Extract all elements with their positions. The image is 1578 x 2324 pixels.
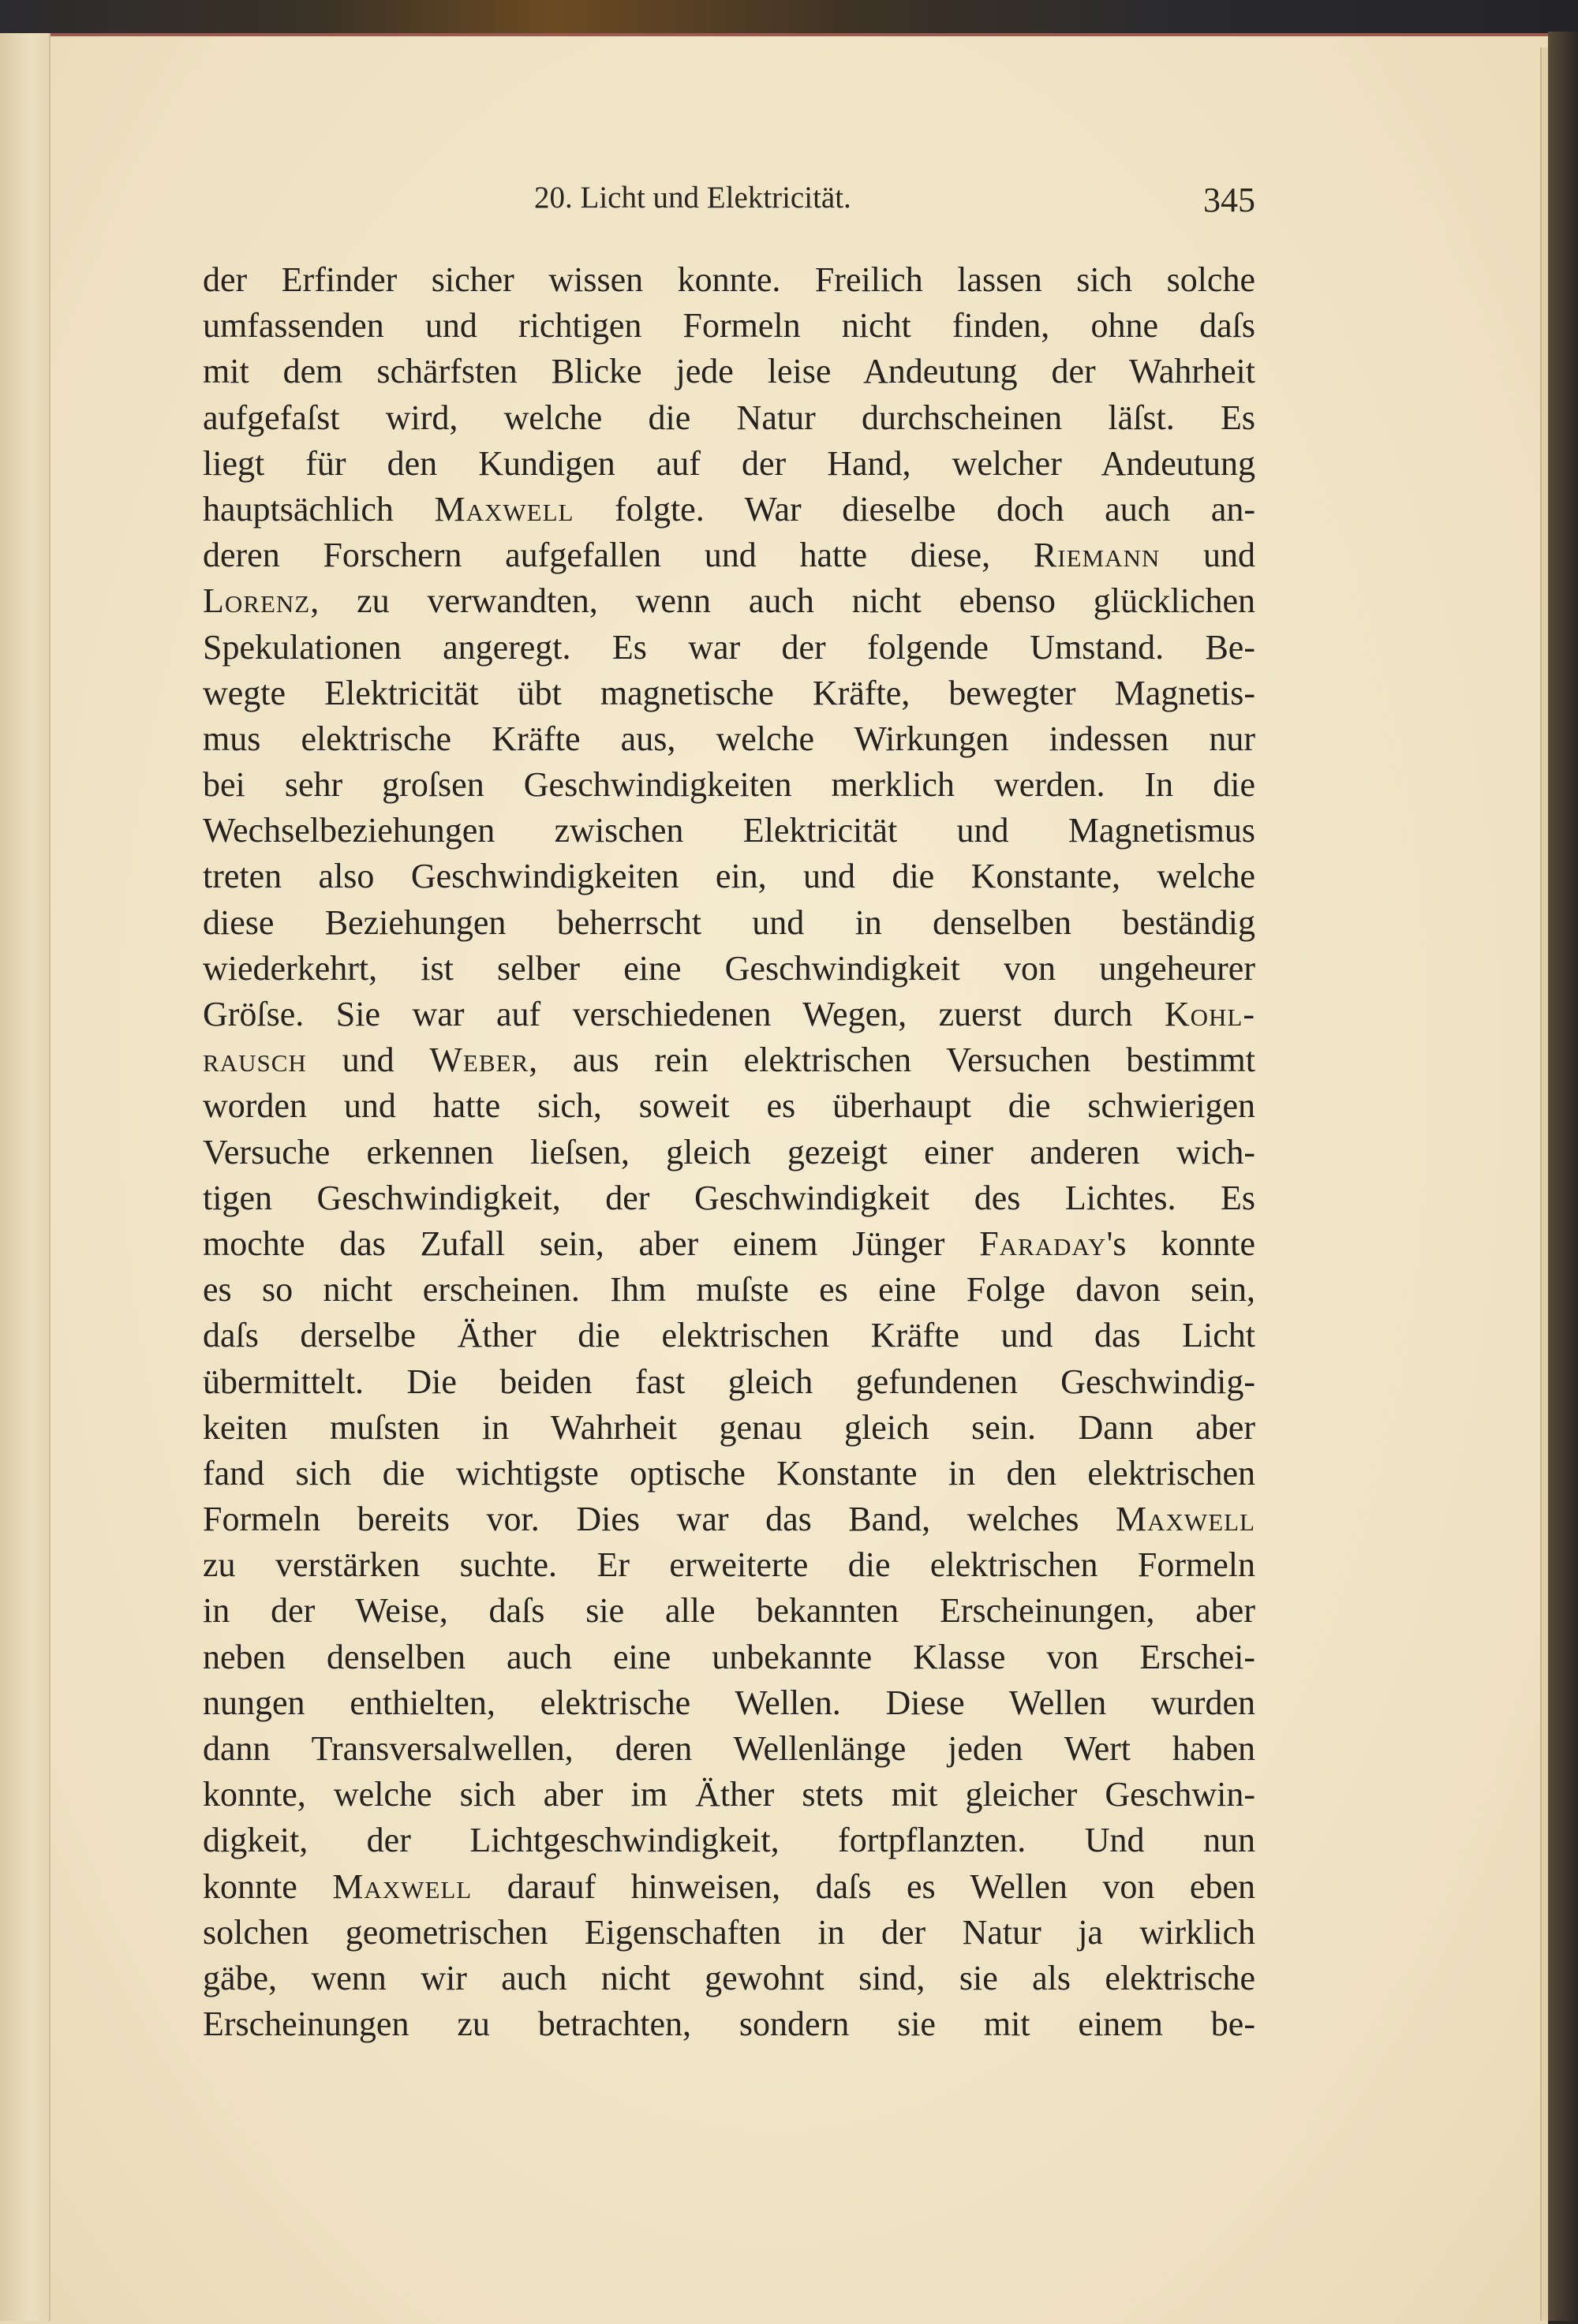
text-segment: zu verstärken suchte. Er erweiterte die elektrischen Formeln xyxy=(203,1545,1255,1585)
text-line xyxy=(203,671,1255,716)
text-line xyxy=(203,1772,1255,1818)
body-text xyxy=(203,257,1255,2047)
small-caps-name: Riemann xyxy=(1033,536,1161,575)
text-line xyxy=(203,1818,1255,1863)
small-caps-name: Faraday xyxy=(979,1224,1107,1263)
text-segment: gäbe, wenn wir auch nicht gewohnt sind, sie als elektrische xyxy=(203,1958,1255,1997)
small-caps-name: Maxwell xyxy=(1116,1500,1255,1539)
text-line xyxy=(203,1175,1255,1221)
text-line xyxy=(203,1864,1255,1910)
text-segment: daſs derselbe Äther die elektrischen Kräfte und das Licht xyxy=(203,1316,1255,1355)
previous-page-edge xyxy=(0,33,50,2321)
text-line xyxy=(203,1313,1255,1358)
text-line xyxy=(203,1130,1255,1175)
text-line xyxy=(203,1405,1255,1451)
text-line xyxy=(203,1680,1255,1726)
text-segment: digkeit, der Lichtgeschwindigkeit, fortpflanzten. Und nun xyxy=(203,1821,1255,1860)
text-line xyxy=(203,257,1255,303)
text-segment: folgte. War dieselbe doch auch an- xyxy=(574,489,1255,529)
text-line xyxy=(203,1037,1255,1083)
text-segment: wiederkehrt, ist selber eine Geschwindigkeit von ungeheurer xyxy=(203,948,1255,988)
text-segment: Gröſse. Sie war auf verschiedenen Wegen, zuerst durch xyxy=(203,995,1165,1033)
text-line xyxy=(203,992,1255,1037)
text-segment: bei sehr groſsen Geschwindigkeiten merklich werden. In die xyxy=(203,765,1255,805)
small-caps-name: Maxwell xyxy=(332,1866,473,1906)
text-segment: Erscheinungen zu betrachten, sondern sie mit einem be- xyxy=(203,2005,1255,2044)
text-segment: solchen geometrischen Eigenschaften in der Natur ja wirklich xyxy=(203,1912,1255,1952)
text-segment: 's konnte xyxy=(1106,1224,1255,1263)
text-line xyxy=(203,395,1255,441)
text-segment: konnte xyxy=(203,1866,333,1906)
text-line xyxy=(203,900,1255,946)
text-line xyxy=(203,349,1255,394)
text-segment: aufgefaſst wird, welche die Natur durchscheinen läſst. Es xyxy=(203,398,1255,437)
text-line xyxy=(203,625,1255,671)
text-segment: Formeln bereits vor. Dies war das Band, welches xyxy=(203,1500,1116,1539)
text-segment: und xyxy=(306,1041,430,1080)
text-line xyxy=(203,1083,1255,1129)
page-number: 345 xyxy=(1203,181,1255,219)
text-segment: hauptsächlich xyxy=(203,489,435,529)
small-caps-name: rausch xyxy=(203,1041,307,1080)
text-segment: tigen Geschwindigkeit, der Geschwindigkeit des Lichtes. Es xyxy=(203,1178,1255,1217)
text-line xyxy=(203,1635,1255,1680)
text-segment: diese Beziehungen beherrscht und in denselben beständig xyxy=(203,902,1255,942)
book-cover-edge xyxy=(1548,32,1578,2321)
small-caps-name: Lorenz xyxy=(203,581,311,621)
small-caps-name: Weber xyxy=(429,1041,529,1080)
text-segment: es so nicht erscheinen. Ihm muſste es eine Folge davon sein, xyxy=(203,1270,1255,1310)
text-segment: und xyxy=(1160,536,1256,575)
text-line xyxy=(203,762,1255,808)
text-segment: mit dem schärfsten Blicke jede leise Andeutung der Wahrheit xyxy=(203,352,1255,391)
text-segment: der Erfinder sicher wissen konnte. Freilich lassen sich solche xyxy=(203,260,1255,299)
text-line xyxy=(203,303,1255,349)
text-line xyxy=(203,946,1255,992)
text-line xyxy=(203,2001,1255,2047)
text-segment: keiten muſsten in Wahrheit genau gleich sein. Dann aber xyxy=(203,1407,1255,1447)
text-segment: Versuche erkennen lieſsen, gleich gezeigt einer anderen wich- xyxy=(203,1132,1255,1171)
text-segment: fand sich die wichtigste optische Konstante in den elektrischen xyxy=(203,1453,1255,1493)
text-segment: darauf hinweisen, daſs es Wellen von eben xyxy=(472,1866,1255,1906)
text-line xyxy=(203,1267,1255,1313)
text-segment: treten also Geschwindigkeiten ein, und die Konstante, welche xyxy=(203,857,1255,896)
text-segment: mochte das Zufall sein, aber einem Jünger xyxy=(203,1224,980,1263)
small-caps-name: Maxwell xyxy=(434,489,574,529)
text-segment: mus elektrische Kräfte aus, welche Wirkungen indessen nur xyxy=(203,719,1255,758)
text-segment: deren Forschern aufgefallen und hatte diese, xyxy=(203,536,1034,575)
text-line xyxy=(203,441,1255,487)
text-segment: nungen enthielten, elektrische Wellen. Diese Wellen wurden xyxy=(203,1683,1255,1722)
text-line xyxy=(203,532,1255,578)
text-line xyxy=(203,1956,1255,2001)
text-segment: , aus rein elektrischen Versuchen bestimmt xyxy=(529,1041,1256,1080)
text-line xyxy=(203,487,1255,532)
text-line xyxy=(203,1359,1255,1405)
text-line xyxy=(203,716,1255,762)
text-segment: , zu verwandten, wenn auch nicht ebenso glücklichen xyxy=(310,581,1255,621)
text-segment: konnte, welche sich aber im Äther stets mit gleicher Geschwin- xyxy=(203,1775,1255,1814)
text-segment: in der Weise, daſs sie alle bekannten Erscheinungen, aber xyxy=(203,1591,1255,1631)
text-line xyxy=(203,854,1255,899)
text-segment: wegte Elektricität übt magnetische Kräfte, bewegter Magnetis- xyxy=(203,673,1255,712)
text-segment: dann Transversalwellen, deren Wellenlänge jeden Wert haben xyxy=(203,1729,1255,1768)
text-segment: umfassenden und richtigen Formeln nicht finden, ohne daſs xyxy=(203,306,1255,346)
text-line xyxy=(203,1910,1255,1956)
text-segment: liegt für den Kundigen auf der Hand, welcher Andeutung xyxy=(203,443,1255,483)
text-line xyxy=(203,1588,1255,1634)
running-header xyxy=(203,180,1255,224)
text-line xyxy=(203,578,1255,624)
text-segment: worden und hatte sich, soweit es überhaupt die schwierigen xyxy=(203,1086,1255,1126)
running-title: 20. Licht und Elektricität. xyxy=(534,181,851,215)
text-line xyxy=(203,1451,1255,1496)
text-segment: Wechselbeziehungen zwischen Elektricität und Magnetismus xyxy=(203,811,1255,850)
text-line xyxy=(203,1726,1255,1772)
text-segment: übermittelt. Die beiden fast gleich gefundenen Geschwindig- xyxy=(203,1362,1255,1401)
text-line xyxy=(203,1542,1255,1588)
text-line xyxy=(203,1496,1255,1542)
text-segment: Spekulationen angeregt. Es war der folgende Umstand. Be- xyxy=(203,627,1255,667)
text-line xyxy=(203,808,1255,854)
text-segment: neben denselben auch eine unbekannte Klasse von Erschei- xyxy=(203,1637,1255,1676)
text-line xyxy=(203,1221,1255,1267)
small-caps-name: Kohl- xyxy=(1164,995,1255,1033)
